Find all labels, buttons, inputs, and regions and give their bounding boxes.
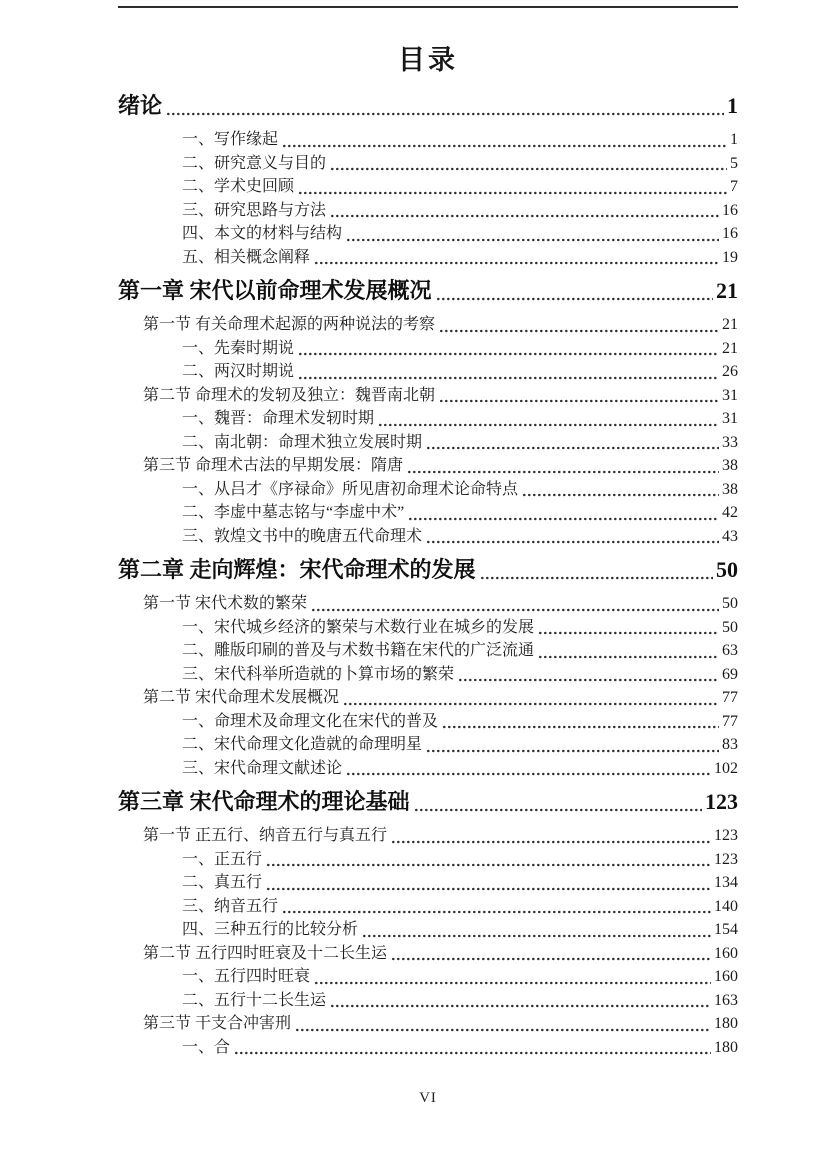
toc-entry xyxy=(118,733,738,757)
toc-entry xyxy=(118,222,738,246)
dot-leader xyxy=(363,934,711,938)
dot-leader xyxy=(539,631,719,635)
dot-leader xyxy=(331,214,719,218)
toc-entry-page: 50 xyxy=(716,557,738,582)
toc-entry-label: 二、宋代命理文化造就的命理明星 xyxy=(182,736,423,753)
toc-entry-page: 31 xyxy=(722,410,738,427)
toc-entry-label: 一、五行四时旺衰 xyxy=(182,968,311,985)
toc-entry-label: 一、宋代城乡经济的繁荣与术数行业在城乡的发展 xyxy=(182,618,535,636)
toc-entry-page: 5 xyxy=(730,154,738,172)
toc-entry-label: 四、三种五行的比较分析 xyxy=(182,921,359,938)
toc-entry-page: 77 xyxy=(722,689,738,706)
toc-entry-page: 160 xyxy=(714,944,738,962)
toc-entry xyxy=(118,710,738,734)
dot-leader xyxy=(427,749,719,753)
dot-leader xyxy=(440,329,719,333)
dot-leader xyxy=(427,446,719,450)
dot-leader xyxy=(283,144,727,148)
dot-leader xyxy=(167,112,724,116)
toc-entry xyxy=(118,313,738,337)
toc-entry xyxy=(118,1012,738,1036)
toc-entry-label: 四、本文的材料与结构 xyxy=(182,225,343,242)
toc-entry-label: 第一节 有关命理术起源的两种说法的考察 xyxy=(143,316,436,333)
toc-entry-page: 134 xyxy=(714,874,738,891)
toc-entry-label: 第二节 命理术的发轫及独立：魏晋南北朝 xyxy=(143,386,436,404)
toc-entry-label: 三、宋代命理文献述论 xyxy=(182,759,343,777)
toc-entry xyxy=(118,663,738,687)
toc-entry-page: 77 xyxy=(722,712,738,730)
toc-entry xyxy=(118,592,738,616)
toc-entry-label: 二、雕版印刷的普及与术数书籍在宋代的广泛流通 xyxy=(182,642,535,659)
dot-leader xyxy=(440,399,719,403)
table-of-contents xyxy=(118,84,738,1059)
toc-entry xyxy=(118,942,738,966)
toc-entry-label: 一、正五行 xyxy=(182,850,263,868)
toc-entry-label: 二、两汉时期说 xyxy=(182,363,295,380)
toc-entry-label: 三、宋代科举所造就的卜算市场的繁荣 xyxy=(182,665,455,683)
toc-entry xyxy=(118,918,738,942)
toc-entry xyxy=(118,989,738,1013)
dot-leader xyxy=(409,517,719,521)
dot-leader xyxy=(481,576,713,580)
dot-leader xyxy=(312,608,719,612)
toc-entry xyxy=(118,553,738,587)
dot-leader xyxy=(315,981,711,985)
toc-entry-label: 二、南北朝：命理术独立发展时期 xyxy=(182,433,423,451)
toc-entry-label: 一、魏晋：命理术发轫时期 xyxy=(182,410,375,427)
dot-leader xyxy=(347,772,711,776)
toc-entry xyxy=(118,175,738,199)
toc-entry-label: 第三节 命理术古法的早期发展：隋唐 xyxy=(143,457,404,474)
toc-entry-page: 50 xyxy=(722,595,738,612)
dot-leader xyxy=(427,540,719,544)
toc-entry xyxy=(118,895,738,919)
toc-entry-label: 一、写作缘起 xyxy=(182,131,279,148)
dot-leader xyxy=(539,655,719,659)
toc-entry-page: 69 xyxy=(722,665,738,683)
dot-leader xyxy=(347,238,719,242)
toc-entry-label: 二、真五行 xyxy=(182,874,263,891)
toc-entry-page: 102 xyxy=(714,759,738,777)
toc-entry-page: 160 xyxy=(714,968,738,985)
toc-entry-page: 83 xyxy=(722,736,738,753)
dot-leader xyxy=(344,702,719,706)
toc-entry-label: 第二章 走向辉煌：宋代命理术的发展 xyxy=(118,557,476,582)
dot-leader xyxy=(408,470,719,474)
toc-entry-page: 31 xyxy=(722,386,738,404)
toc-entry-page: 21 xyxy=(722,339,738,357)
toc-entry xyxy=(118,199,738,223)
toc-entry xyxy=(118,152,738,176)
toc-entry-page: 154 xyxy=(714,921,738,938)
toc-entry xyxy=(118,89,738,123)
dot-leader xyxy=(392,957,711,961)
toc-entry-label: 第二节 五行四时旺衰及十二长生运 xyxy=(143,944,388,962)
dot-leader xyxy=(379,423,719,427)
toc-entry xyxy=(118,639,738,663)
toc-entry xyxy=(118,848,738,872)
dot-leader xyxy=(459,678,719,682)
toc-entry-label: 五、相关概念阐释 xyxy=(182,248,311,266)
toc-entry xyxy=(118,407,738,431)
toc-entry-label: 第一节 正五行、纳音五行与真五行 xyxy=(143,827,388,844)
dot-leader xyxy=(267,887,711,891)
page-number-footer: VI xyxy=(419,1090,437,1106)
toc-entry xyxy=(118,478,738,502)
toc-entry xyxy=(118,824,738,848)
toc-entry-label: 三、敦煌文书中的晚唐五代命理术 xyxy=(182,527,423,545)
page-title: 目录 xyxy=(398,45,458,75)
toc-entry-page: 21 xyxy=(716,278,738,303)
toc-entry-page: 21 xyxy=(722,316,738,333)
dot-leader xyxy=(283,910,711,914)
dot-leader xyxy=(443,725,719,729)
dot-leader xyxy=(331,167,727,171)
toc-entry-page: 16 xyxy=(722,225,738,242)
toc-entry-page: 140 xyxy=(714,897,738,915)
dot-leader xyxy=(392,840,711,844)
toc-entry xyxy=(118,757,738,781)
dot-leader xyxy=(331,1004,711,1008)
toc-entry xyxy=(118,1036,738,1060)
toc-entry-label: 二、研究意义与目的 xyxy=(182,154,327,172)
header-rule xyxy=(118,6,738,8)
toc-entry-page: 38 xyxy=(722,457,738,474)
toc-entry xyxy=(118,871,738,895)
toc-entry-page: 180 xyxy=(714,1015,738,1032)
toc-entry xyxy=(118,965,738,989)
toc-entry xyxy=(118,274,738,308)
toc-entry-label: 一、合 xyxy=(182,1038,231,1056)
toc-entry-page: 33 xyxy=(722,433,738,451)
toc-entry xyxy=(118,360,738,384)
toc-entry xyxy=(118,785,738,819)
toc-entry-label: 三、研究思路与方法 xyxy=(182,201,327,219)
toc-entry-page: 123 xyxy=(705,789,738,814)
toc-entry-page: 43 xyxy=(722,527,738,545)
toc-entry xyxy=(118,384,738,408)
toc-entry-page: 63 xyxy=(722,642,738,659)
toc-entry-label: 第三节 干支合冲害刑 xyxy=(143,1015,292,1032)
toc-entry xyxy=(118,454,738,478)
toc-entry-label: 绪论 xyxy=(118,93,163,118)
dot-leader xyxy=(437,297,713,301)
toc-entry-label: 一、命理术及命理文化在宋代的普及 xyxy=(182,712,439,730)
toc-entry-page: 38 xyxy=(722,480,738,498)
toc-entry-label: 第三章 宋代命理术的理论基础 xyxy=(118,789,410,814)
toc-entry-page: 16 xyxy=(722,201,738,219)
toc-entry xyxy=(118,246,738,270)
toc-entry xyxy=(118,525,738,549)
dot-leader xyxy=(299,191,727,195)
dot-leader xyxy=(299,352,719,356)
dot-leader xyxy=(235,1051,711,1055)
toc-entry-label: 二、五行十二长生运 xyxy=(182,991,327,1009)
toc-entry xyxy=(118,431,738,455)
toc-entry xyxy=(118,616,738,640)
toc-entry-label: 一、从吕才《序禄命》所见唐初命理术论命特点 xyxy=(182,480,519,498)
toc-entry-page: 42 xyxy=(722,504,738,521)
toc-entry-page: 1 xyxy=(727,93,738,118)
dot-leader xyxy=(299,376,719,380)
toc-entry-page: 123 xyxy=(714,827,738,844)
toc-entry-page: 19 xyxy=(722,248,738,266)
toc-entry xyxy=(118,337,738,361)
dot-leader xyxy=(267,863,711,867)
toc-entry-label: 二、李虚中墓志铭与“李虚中术” xyxy=(182,504,405,521)
dot-leader xyxy=(315,261,719,265)
toc-entry-page: 123 xyxy=(714,850,738,868)
toc-entry-page: 163 xyxy=(714,991,738,1009)
toc-entry xyxy=(118,501,738,525)
toc-entry-page: 1 xyxy=(730,131,738,148)
dot-leader xyxy=(415,808,702,812)
toc-entry-page: 7 xyxy=(730,178,738,195)
toc-entry-label: 一、先秦时期说 xyxy=(182,339,295,357)
toc-entry xyxy=(118,686,738,710)
toc-entry-page: 180 xyxy=(714,1038,738,1056)
toc-entry-label: 三、纳音五行 xyxy=(182,897,279,915)
toc-entry-label: 第一章 宋代以前命理术发展概况 xyxy=(118,278,432,303)
dot-leader xyxy=(523,493,719,497)
toc-entry-page: 50 xyxy=(722,618,738,636)
dot-leader xyxy=(296,1028,711,1032)
toc-entry-label: 第一节 宋代术数的繁荣 xyxy=(143,595,308,612)
toc-entry-label: 第二节 宋代命理术发展概况 xyxy=(143,689,340,706)
toc-entry-label: 二、学术史回顾 xyxy=(182,178,295,195)
toc-entry-page: 26 xyxy=(722,363,738,380)
toc-entry xyxy=(118,128,738,152)
